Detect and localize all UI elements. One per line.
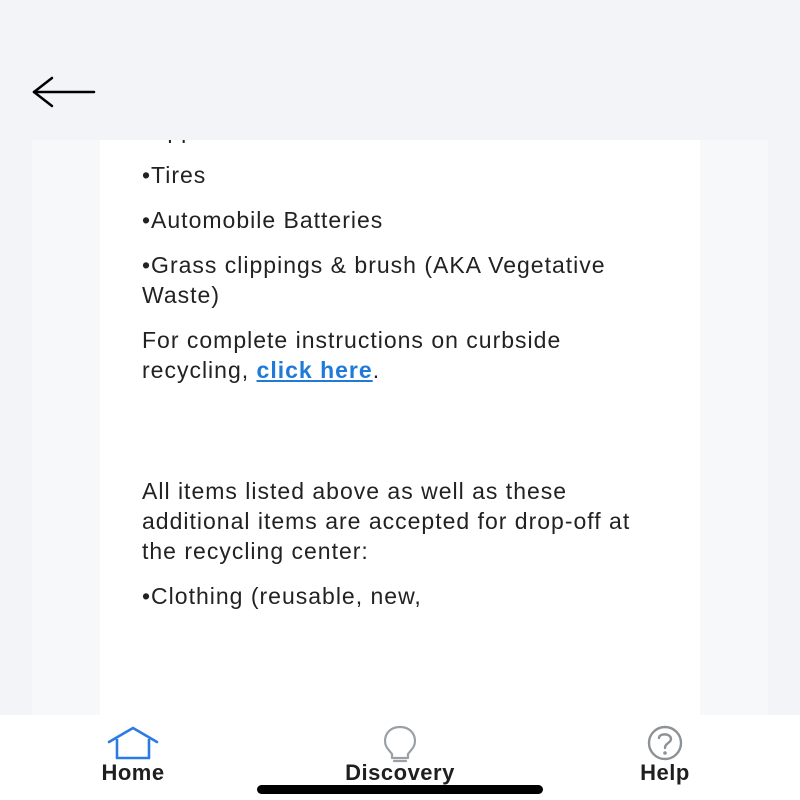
list-item-automobile-batteries: •Automobile Batteries: [142, 207, 384, 233]
top-navigation-bar: [0, 0, 800, 140]
list-item-tires: •Tires: [142, 162, 207, 188]
tab-home-label: Home: [101, 760, 165, 785]
content-right-margin: [700, 140, 768, 715]
content-left-margin: [32, 140, 100, 715]
tab-discovery-label: Discovery: [345, 760, 455, 785]
tab-help[interactable]: [610, 723, 720, 788]
home-indicator[interactable]: [257, 785, 543, 794]
back-button[interactable]: [24, 66, 100, 118]
dropoff-intro-text: All items listed above as well as these additional items are accepted for drop-off at the recycling center:: [142, 478, 631, 564]
left-arrow-icon: [24, 66, 100, 118]
tab-home[interactable]: [74, 723, 192, 788]
tab-discovery[interactable]: [310, 723, 490, 788]
list-item-clothing: •Clothing (reusable, new,: [142, 583, 422, 609]
recycling-info-panel: [100, 140, 700, 715]
scrollable-content-area[interactable]: [32, 140, 768, 715]
curbside-instructions-link[interactable]: click here: [256, 357, 373, 383]
curbside-instructions-suffix: .: [372, 357, 381, 383]
tab-help-label: Help: [640, 760, 690, 785]
curbside-instructions: [142, 325, 642, 385]
lightbulb-icon: [368, 723, 432, 763]
list-item-grass-clippings: •Grass clippings & brush (AKA Vegetative Waste): [142, 252, 606, 308]
curbside-instructions-prefix: For complete instructions on curbside recycling,: [142, 327, 562, 383]
home-icon: [101, 723, 165, 763]
content-spacer: [142, 400, 642, 476]
recycling-info-text: [142, 115, 642, 626]
question-circle-icon: [633, 723, 697, 763]
